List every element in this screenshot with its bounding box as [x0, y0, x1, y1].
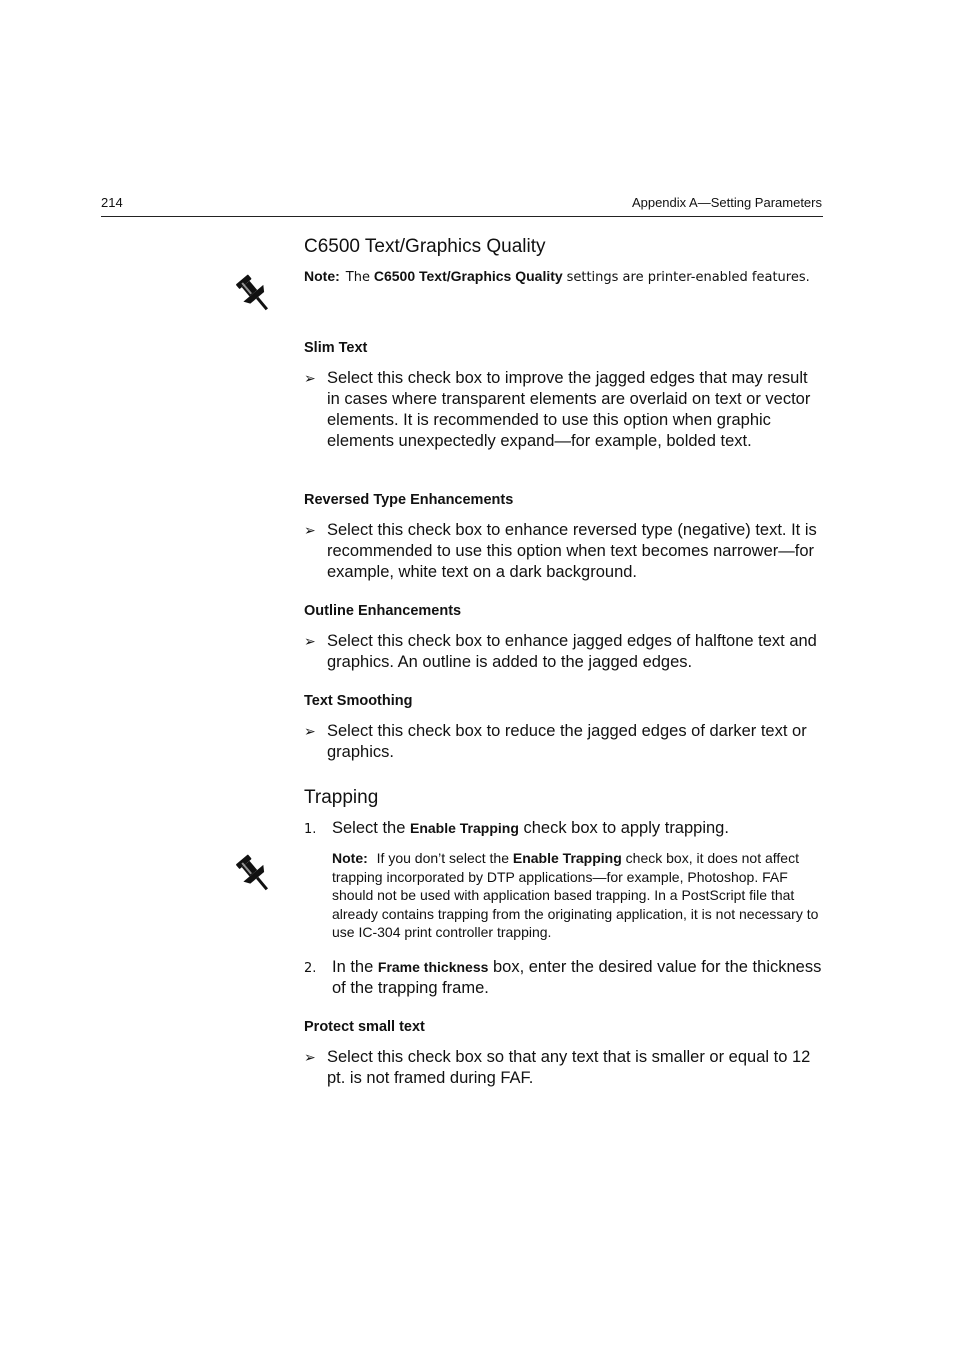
- note-text-after: check box, it does not affect trapping incorporated by DTP applications—for example, Photoshop. FAF should not be used with application based trapping. In a PostScript file that already contains trapping from the originating application, it is not necessary to use IC-304 print controller trapping.: [332, 850, 819, 941]
- note-text-before: If you don’t select the: [376, 850, 509, 866]
- subhead-protect-small-text: Protect small text: [304, 1019, 425, 1035]
- step-text-before: In the: [332, 958, 374, 976]
- bullet-text: Select this check box to enhance jagged edges of halftone text and graphics. An outline is added to the jagged edges.: [327, 632, 817, 671]
- bullet-text: Select this check box so that any text that is smaller or equal to 12 pt. is not framed during FAF.: [327, 1048, 811, 1087]
- bullet-reversed-type: [304, 520, 824, 583]
- note-term: C6500 Text/Graphics Quality: [373, 268, 563, 284]
- note-label: Note:: [304, 268, 340, 284]
- section-title-trapping: Trapping: [304, 787, 379, 808]
- step-number: 1.: [304, 822, 317, 837]
- pushpin-icon: [232, 852, 276, 896]
- bullet-outline-enhancements: [304, 631, 824, 673]
- header-rule: [101, 216, 823, 217]
- running-head: Appendix A—Setting Parameters: [631, 195, 822, 210]
- note-term: Enable Trapping: [512, 850, 622, 866]
- bullet-text-smoothing: [304, 721, 824, 763]
- ui-term-enable-trapping: Enable Trapping: [409, 820, 519, 836]
- note-prefix: The: [345, 270, 370, 285]
- bullet-slim-text: [304, 368, 824, 452]
- trapping-note: [332, 849, 824, 942]
- page-number: 214: [101, 195, 123, 210]
- step-text-after: box, enter the desired value for the thickness of the trapping frame.: [332, 958, 822, 997]
- step-text-before: Select the: [332, 819, 406, 837]
- bullet-text: Select this check box to reduce the jagged edges of darker text or graphics.: [327, 722, 807, 761]
- section-title-quality: C6500 Text/Graphics Quality: [304, 236, 546, 257]
- step-text-after: check box to apply trapping.: [523, 819, 729, 837]
- arrowhead-bullet-icon: ➢: [304, 723, 316, 739]
- ui-term-frame-thickness: Frame thickness: [377, 959, 489, 975]
- step-text: [332, 957, 824, 999]
- arrowhead-bullet-icon: ➢: [304, 370, 316, 386]
- note-rest: settings are printer-enabled features.: [566, 270, 810, 285]
- step-1: [304, 818, 824, 839]
- bullet-protect-small-text: [304, 1047, 824, 1089]
- bullet-text: Select this check box to enhance reversed type (negative) text. It is recommended to use this option when text becomes narrower—for example, white text on a dark background.: [327, 521, 817, 581]
- step-2: [304, 957, 824, 999]
- bullet-text: Select this check box to improve the jagged edges that may result in cases where transparent elements are overlaid on text or vector elements. It is recommended to use this option when graphic elements unexpectedly expand—for example, bolded text.: [327, 369, 811, 450]
- arrowhead-bullet-icon: ➢: [304, 1049, 316, 1065]
- arrowhead-bullet-icon: ➢: [304, 633, 316, 649]
- quality-note: [304, 268, 810, 285]
- note-label: Note:: [332, 850, 368, 866]
- step-number: 2.: [304, 961, 317, 976]
- arrowhead-bullet-icon: ➢: [304, 522, 316, 538]
- subhead-outline-enhancements: Outline Enhancements: [304, 603, 462, 619]
- subhead-reversed-type: Reversed Type Enhancements: [304, 492, 514, 508]
- subhead-slim-text: Slim Text: [304, 340, 368, 356]
- pushpin-icon: [232, 272, 276, 316]
- subhead-text-smoothing: Text Smoothing: [304, 693, 413, 709]
- step-text: [332, 818, 824, 839]
